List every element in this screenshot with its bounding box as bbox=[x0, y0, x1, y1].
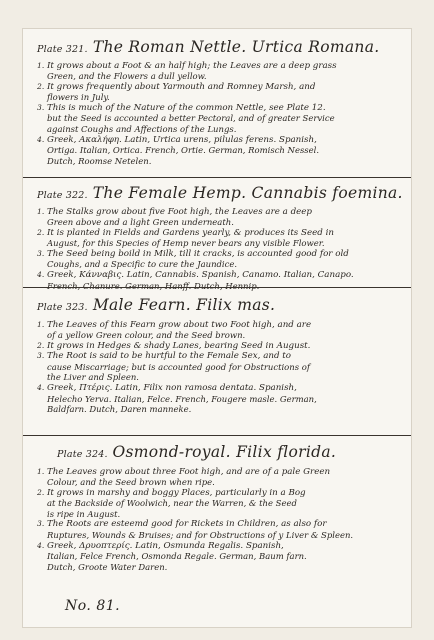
section-divider bbox=[23, 435, 411, 436]
entry-line: 4. Greek, Ακαλήφη. Latin, Urtica urens, pilulas ferens. Spanish, bbox=[37, 134, 317, 145]
entry-line: 4. Greek, Δρυοπτερίς. Latin, Osmunda Regalis. Spanish, bbox=[37, 540, 284, 551]
entry-line: 2. It grows in marshy and boggy Places, particularly in a Bog bbox=[37, 487, 306, 498]
entry-line: Colour, and the Seed brown when ripe. bbox=[47, 477, 215, 488]
entry-line: Baldfarn. Dutch, Daren manneke. bbox=[47, 404, 192, 415]
entry-line: of a yellow Green colour, and the Seed brown. bbox=[47, 330, 246, 341]
plate-number: Plate 322. bbox=[37, 190, 88, 201]
plate-number: Plate 323. bbox=[37, 302, 88, 313]
entry-line: Green above and a light Green underneath. bbox=[47, 217, 234, 228]
entry-line: French, Chanure. German, Hanff. Dutch, Hennip. bbox=[47, 280, 260, 291]
entry-line: Helecho Yerva. Italian, Felce. French, Fougere masle. German, bbox=[47, 393, 317, 404]
entry-line: 1. The Leaves grow about three Foot high, and are of a pale Green bbox=[37, 466, 331, 477]
entry-line: 3. The Root is said to be hurtful to the Female Sex, and to bbox=[37, 351, 292, 362]
entry-line: Ortiga. Italian, Ortica. French, Ortie. German, Romisch Nessel. bbox=[47, 145, 320, 156]
entry-line: 3. This is much of the Nature of the common Nettle, see Plate 12. bbox=[37, 102, 326, 113]
engraved-page bbox=[22, 28, 412, 628]
entry-line: 2. It grows in Hedges & shady Lanes, bearing Seed in August. bbox=[37, 340, 311, 351]
entry-line: Green, and the Flowers a dull yellow. bbox=[47, 71, 207, 82]
plate-323-section bbox=[37, 297, 401, 415]
plate-321-section bbox=[37, 39, 401, 166]
entry-line: 1. It grows about a Foot & an half high; the Leaves are a deep grass bbox=[37, 60, 337, 71]
entry-line: 1. The Leaves of this Fearn grow about two Foot high, and are bbox=[37, 319, 312, 330]
plate-heading bbox=[37, 297, 401, 314]
entry-line: 2. It is planted in Fields and Gardens yearly, & produces its Seed in bbox=[37, 227, 334, 238]
entry-line: Italian, Felce French, Osmonda Regale. German, Baum farn. bbox=[47, 551, 307, 562]
plant-title: Osmond-royal. Filix florida. bbox=[112, 443, 337, 461]
entry-line: at the Backside of Woolwich, near the Warren, & the Seed bbox=[47, 498, 297, 509]
plate-heading bbox=[37, 39, 401, 56]
plant-title: Male Fearn. Filix mas. bbox=[92, 296, 276, 314]
entry-line: flowers in July. bbox=[47, 92, 110, 103]
page-number: No. 81. bbox=[65, 598, 121, 614]
entry-line: 1. The Stalks grow about five Foot high, the Leaves are a deep bbox=[37, 206, 312, 217]
entry-line: is ripe in August. bbox=[47, 508, 121, 519]
entry-line: Dutch, Roomse Netelen. bbox=[47, 155, 152, 166]
entry-line: Dutch, Groote Water Daren. bbox=[47, 561, 168, 572]
entry-line: the Liver and Spleen. bbox=[47, 372, 139, 383]
entry-line: but the Seed is accounted a better Pectoral, and of greater Service bbox=[47, 113, 335, 124]
plant-title: The Female Hemp. Cannabis foemina. bbox=[92, 184, 403, 202]
plate-heading bbox=[37, 445, 401, 461]
entry-line: 4. Greek, Πτέρις. Latin, Filix non ramosa dentata. Spanish, bbox=[37, 383, 297, 394]
section-divider bbox=[23, 287, 411, 288]
entry-line: August, for this Species of Hemp never bears any visible Flower. bbox=[47, 238, 325, 249]
plate-number: Plate 321. bbox=[37, 44, 88, 55]
entry-line: against Coughs and Affections of the Lungs. bbox=[47, 124, 237, 135]
plate-heading bbox=[37, 185, 401, 202]
entry-line: cause Miscarriage; but is accounted good for Obstructions of bbox=[47, 361, 310, 372]
entry-line: 4. Greek, Κάνναβις. Latin, Cannabis. Spanish, Canamo. Italian, Canapo. bbox=[37, 270, 354, 281]
entry-line: 3. The Roots are esteemd good for Rickets in Children, as also for bbox=[37, 519, 327, 530]
plate-324-section bbox=[37, 445, 401, 572]
plate-number: Plate 324. bbox=[57, 449, 108, 460]
entry-line: Coughs, and a Specific to cure the Jaundice. bbox=[47, 259, 238, 270]
section-divider bbox=[23, 177, 411, 178]
entry-line: Ruptures, Wounds & Bruises; and for Obstructions of y Liver & Spleen. bbox=[47, 530, 354, 541]
plant-title: The Roman Nettle. Urtica Romana. bbox=[92, 38, 380, 56]
entry-line: 3. The Seed being boild in Milk, till it cracks, is accounted good for old bbox=[37, 248, 349, 259]
plate-322-section bbox=[37, 185, 401, 291]
entry-line: 2. It grows frequently about Yarmouth and Romney Marsh, and bbox=[37, 81, 316, 92]
